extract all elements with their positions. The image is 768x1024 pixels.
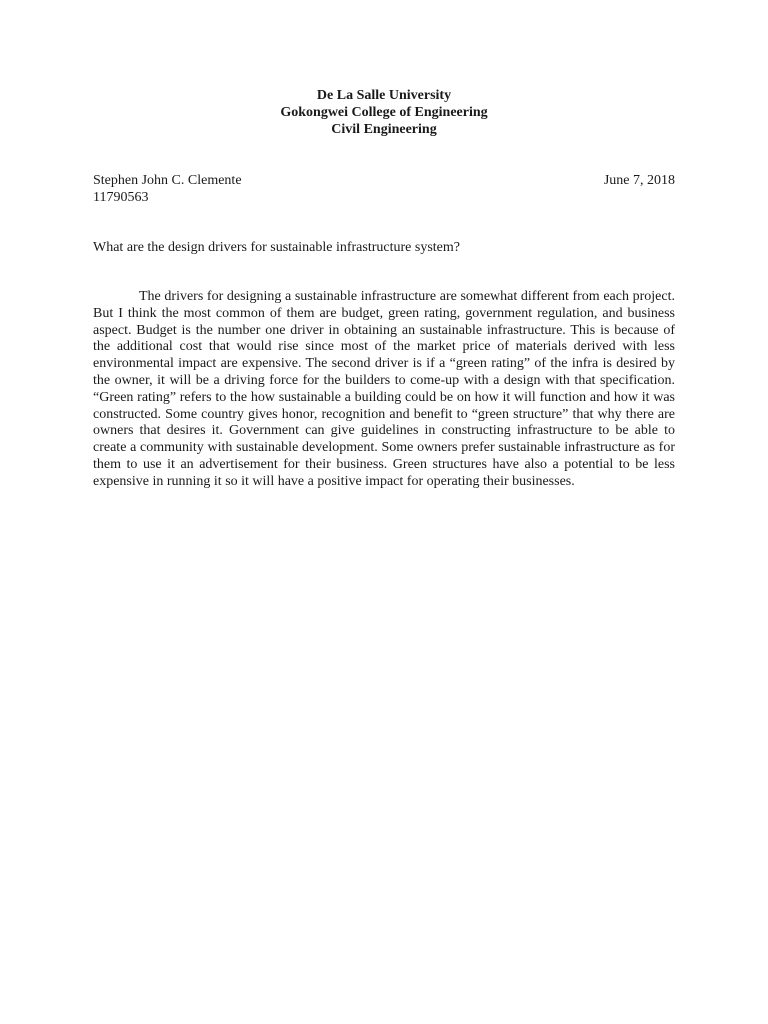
- department-name: Civil Engineering: [331, 122, 437, 137]
- document-header: [0, 87, 768, 138]
- student-id: 11790563: [93, 190, 149, 205]
- author-block: [93, 172, 675, 206]
- author-name: Stephen John C. Clemente: [93, 173, 242, 188]
- essay-body: The drivers for designing a sustainable infrastructure are somewhat different from each project. But I think the most common of them are budget, green rating, government regulation, and business aspect. Budget is the number one driver in obtaining an sustainable infrastructure. This is because of the additional cost that would rise since most of the market price of materials derived with less environmental impact are expensive. The second driver is if a “green rating” of the infra is desired by the owner, it will be a driving force for the builders to come-up with a design with that specification. “Green rating” refers to the how sustainable a building could be on how it will function and how it was constructed. Some country gives honor, recognition and benefit to “green structure” that why there are owners that desires it. Government can give guidelines in constructing infrastructure to be able to create a community with sustainable development. Some owners prefer sustainable infrastructure as for them to use it an advertisement for their business. Green structures have also a potential to be less expensive in running it so it will have a positive impact for operating their businesses.: [93, 289, 675, 489]
- essay-question: What are the design drivers for sustainable infrastructure system?: [93, 240, 460, 255]
- university-name: De La Salle University: [316, 88, 452, 103]
- document-date: June 7, 2018: [603, 173, 675, 188]
- author-row: [93, 172, 675, 189]
- college-name: Gokongwei College of Engineering: [280, 105, 488, 120]
